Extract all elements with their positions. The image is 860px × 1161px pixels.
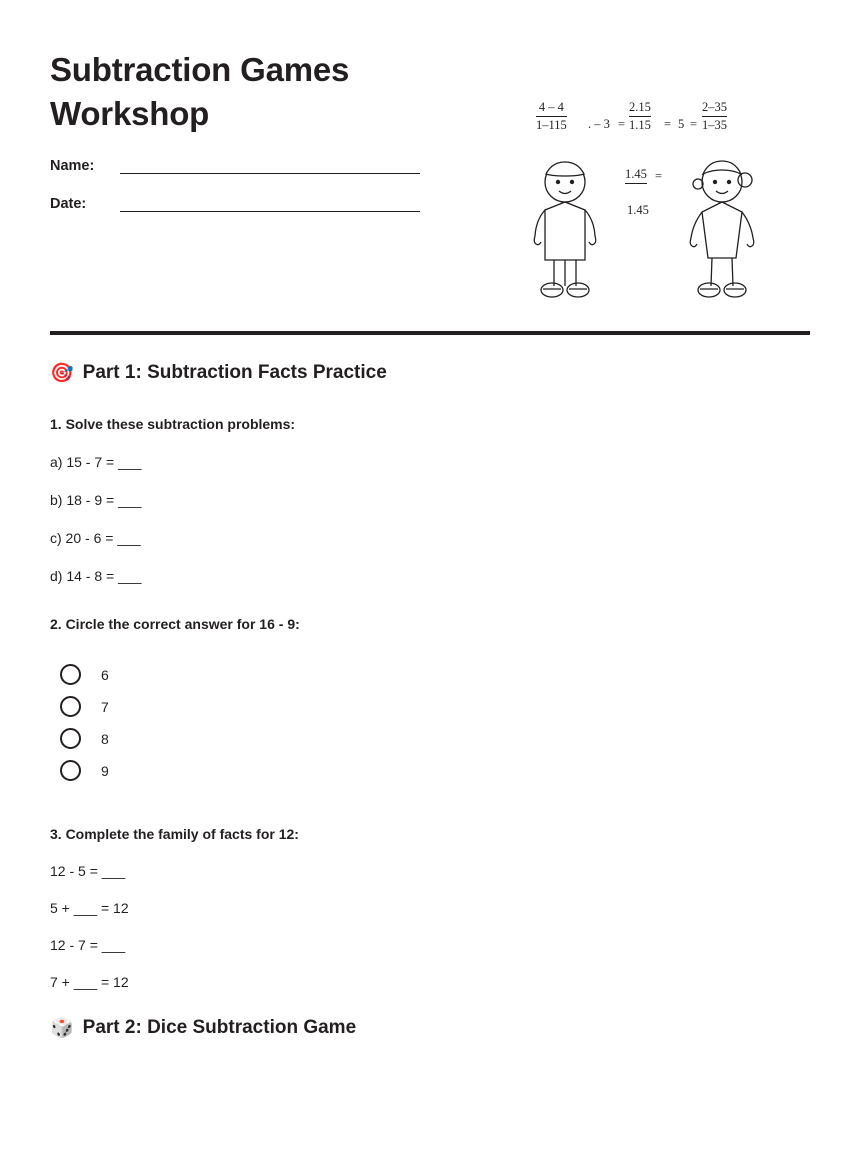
radio-icon[interactable] (60, 664, 81, 685)
radio-icon[interactable] (60, 760, 81, 781)
question-1-item-b[interactable]: b) 18 - 9 = ___ (50, 492, 142, 508)
choice-label: 9 (101, 762, 109, 779)
choice-option[interactable] (60, 728, 810, 749)
fact-line-2[interactable]: 5 + ___ = 12 (50, 900, 129, 916)
choice-option[interactable] (60, 696, 810, 717)
math-equals-3: = (690, 117, 698, 131)
document-header (0, 0, 860, 303)
fact-line-4[interactable]: 7 + ___ = 12 (50, 974, 129, 990)
question-3-prompt: 3. Complete the family of facts for 12: (50, 826, 299, 842)
radio-icon[interactable] (60, 728, 81, 749)
date-input-line[interactable] (120, 197, 420, 212)
question-1-item-c[interactable]: c) 20 - 6 = ___ (50, 530, 141, 546)
choice-label: 8 (101, 730, 109, 747)
fraction-2-denominator: 1.15 (629, 117, 651, 132)
radio-icon[interactable] (60, 696, 81, 717)
choice-label: 7 (101, 698, 109, 715)
part-1-heading (50, 362, 810, 384)
math-text-2: 5 (678, 117, 685, 131)
math-equals-4: = (655, 169, 663, 183)
fraction-2 (629, 100, 651, 133)
fraction-1-denominator: 1–115 (536, 117, 567, 132)
header-divider (50, 331, 810, 335)
dice-icon: 🎲 (50, 1017, 74, 1039)
fraction-2-numerator: 2.15 (629, 100, 651, 114)
math-equals-2: = (664, 117, 672, 131)
target-icon: 🎯 (50, 362, 74, 384)
fact-line-1[interactable]: 12 - 5 = ___ (50, 863, 126, 879)
fraction-3 (702, 100, 727, 133)
date-field-row (50, 196, 490, 212)
kids-illustration (530, 158, 810, 303)
girl-figure-icon (685, 158, 760, 298)
boy-figure-icon (530, 158, 600, 298)
choice-option[interactable] (60, 760, 810, 781)
part-1-section (0, 362, 860, 1039)
fact-line-3[interactable]: 12 - 7 = ___ (50, 937, 126, 953)
part-2-heading (50, 1017, 810, 1039)
fraction-1-numerator: 4 – 4 (538, 100, 564, 114)
math-text-1: . – 3 (588, 117, 610, 131)
fraction-3-denominator: 1–35 (702, 117, 727, 132)
date-field-label: Date: (50, 195, 87, 212)
name-field-label: Name: (50, 157, 95, 174)
name-input-line[interactable] (120, 159, 420, 174)
question-3-facts (50, 863, 810, 990)
title-block (50, 40, 490, 212)
question-2-choices (50, 664, 810, 781)
fraction-3-numerator: 2–35 (702, 100, 727, 114)
choice-option[interactable] (60, 664, 810, 685)
header-illustration (530, 98, 810, 303)
name-field-row (50, 158, 490, 174)
question-1-item-a[interactable]: a) 15 - 7 = ___ (50, 454, 142, 470)
part-2-heading-text: Part 2: Dice Subtraction Game (82, 1017, 357, 1038)
math-text-4: 1.45 (627, 203, 649, 217)
question-1-item-d[interactable]: d) 14 - 8 = ___ (50, 568, 142, 584)
math-text-3: 1.45 (625, 167, 647, 184)
math-equals-1: = (618, 117, 626, 131)
choice-label: 6 (101, 666, 109, 683)
part-1-heading-text: Part 1: Subtraction Facts Practice (82, 362, 387, 383)
question-1-prompt: 1. Solve these subtraction problems: (50, 416, 296, 432)
fraction-1 (536, 100, 567, 133)
math-expressions (530, 98, 810, 158)
question-2-prompt: 2. Circle the correct answer for 16 - 9: (50, 616, 300, 632)
page-title: Subtraction Games Workshop (50, 51, 350, 132)
